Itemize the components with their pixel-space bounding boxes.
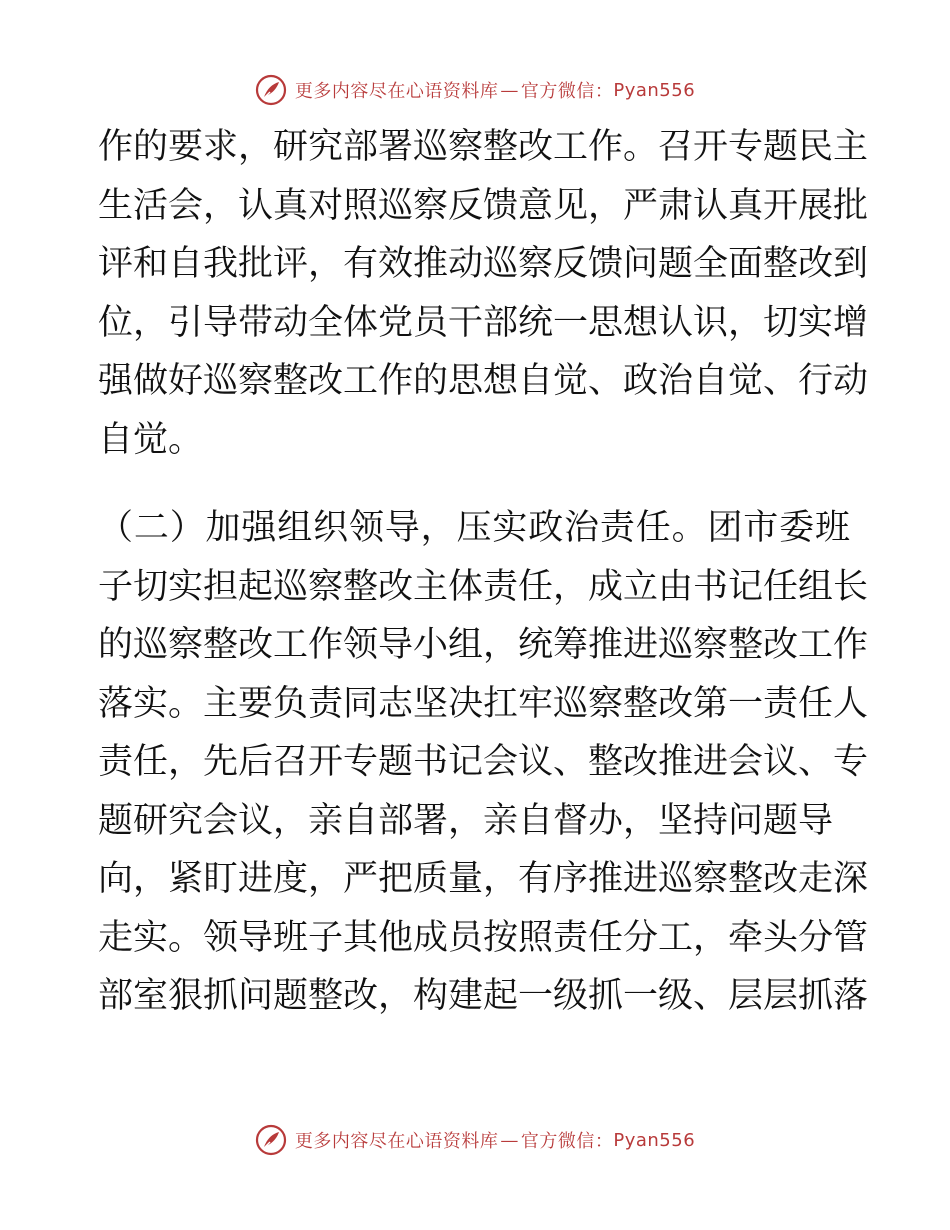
text-line: 落实。主要负责同志坚决扛牢巡察整改第一责任人 <box>98 683 869 724</box>
text-line: 作的要求，研究部署巡察整改工作。召开专题民主 <box>98 127 869 167</box>
text-line: 向，紧盯进度，严把质量，有序推进巡察整改走深 <box>98 859 869 899</box>
watermark-wechat-id: Pyan556 <box>613 79 696 101</box>
paragraph-2 <box>98 499 869 1026</box>
text-line: 子切实担起巡察整改主体责任，成立由书记任组长 <box>98 566 869 607</box>
text-line: 位，引导带动全体党员干部统一思想认识，切实增 <box>98 302 869 343</box>
text-line: 题研究会议，亲自部署，亲自督办，坚持问题导 <box>98 800 834 841</box>
footer-watermark <box>0 1120 950 1160</box>
paragraph-1 <box>98 118 869 469</box>
watermark-separator: — <box>500 1129 519 1151</box>
watermark-text: 更多内容尽在心语资料库 <box>294 81 499 102</box>
watermark-wechat-label: 官方微信： <box>520 1131 614 1152</box>
watermark-wechat-id: Pyan556 <box>613 1129 696 1151</box>
feather-pen-icon <box>255 74 287 106</box>
text-line: 评和自我批评，有效推动巡察反馈问题全面整改到 <box>98 244 869 284</box>
header-watermark <box>0 70 950 110</box>
text-line: 责任，先后召开专题书记会议、整改推进会议、专 <box>98 742 869 782</box>
text-line: 生活会，认真对照巡察反馈意见，严肃认真开展批 <box>98 185 869 226</box>
text-line: （二）加强组织领导，压实政治责任。团市委班 <box>98 508 850 548</box>
watermark-separator: — <box>500 79 519 101</box>
paragraph-spacer <box>98 469 850 499</box>
text-line: 的巡察整改工作领导小组，统筹推进巡察整改工作 <box>98 625 869 665</box>
text-line: 强做好巡察整改工作的思想自觉、政治自觉、行动 <box>98 361 869 401</box>
text-line: 部室狠抓问题整改，构建起一级抓一级、层层抓落 <box>98 976 869 1016</box>
text-line: 自觉。 <box>98 419 204 460</box>
text-line: 走实。领导班子其他成员按照责任分工，牵头分管 <box>98 917 869 958</box>
watermark-text: 更多内容尽在心语资料库 <box>294 1131 499 1152</box>
feather-pen-icon <box>255 1124 287 1156</box>
watermark-wechat-label: 官方微信： <box>520 81 614 102</box>
document-body <box>98 118 869 1026</box>
